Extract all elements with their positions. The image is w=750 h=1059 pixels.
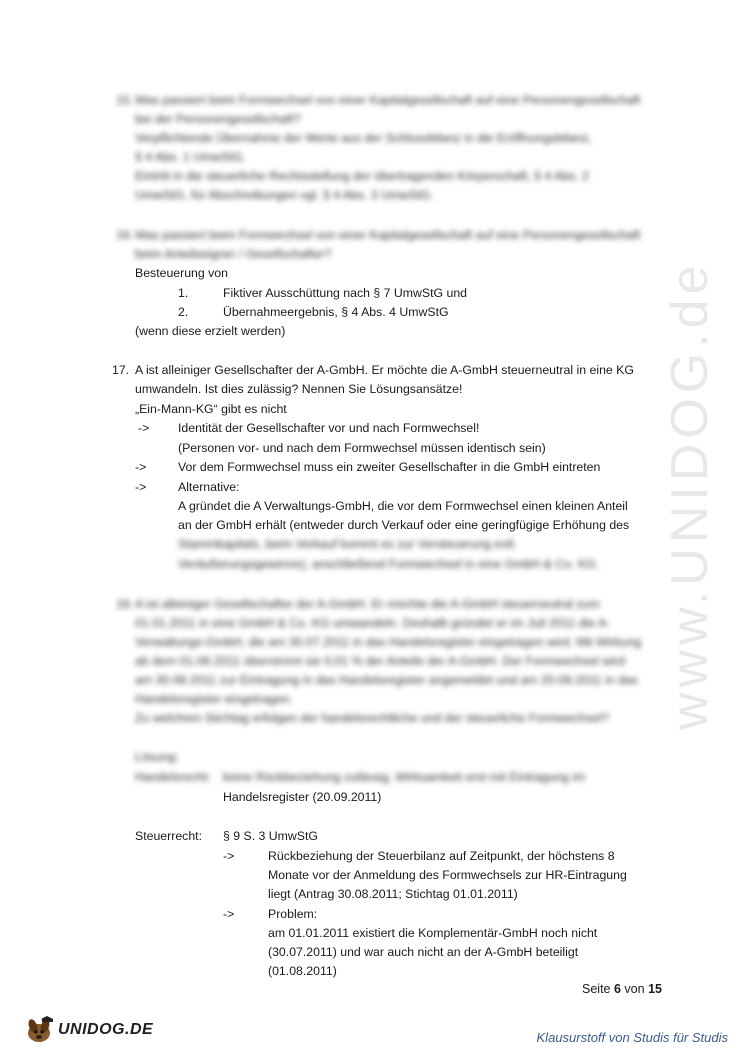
footer-tagline: Klausurstoff von Studis für Studis — [536, 1030, 728, 1045]
text-line: Verwaltungs-GmbH, die am 30.07.2011 in das Handelsregister eingetragen wird. Mit Wirkung — [135, 635, 642, 649]
point-text: A gründet die A Verwaltungs-GmbH, die vor dem Formwechsel einen kleinen Anteil — [178, 499, 628, 513]
question-number: 15. — [116, 93, 134, 107]
text-line: Handelsregister (20.09.2011) — [223, 790, 382, 804]
point-text: Monate vor der Anmeldung des Formwechsels zur HR-Eintragung — [268, 868, 627, 882]
question-text: umwandeln. Ist dies zulässig? Nennen Sie Lösungsansätze! — [135, 382, 463, 396]
page-total: 15 — [648, 982, 662, 996]
question-text: Was passiert beim Formwechsel von einer Kapitalgesellschaft auf eine Personengesellschaft — [135, 228, 641, 242]
text-line: bei der Personengesellschaft? — [135, 112, 301, 126]
page-number — [582, 982, 662, 996]
text-line: am 30.08.2011 zur Eintragung in das Handelsregister angemeldet und am 20.09.2011 in das — [135, 673, 638, 687]
answer-intro: Besteuerung von — [135, 266, 228, 280]
list-number: 1. — [178, 286, 189, 300]
text-line: § 4 Abs. 1 UmwStG. — [135, 150, 246, 164]
arrow-marker: -> — [223, 849, 235, 863]
point-text: Alternative: — [178, 480, 240, 494]
question-number: 16. — [116, 228, 134, 242]
text-line: Lösung: — [135, 750, 179, 764]
arrow-marker: -> — [223, 907, 235, 921]
tax-reference: § 9 S. 3 UmwStG — [223, 829, 318, 843]
text-line: Verpflichtende Übernahme der Werte aus der Schlussbilanz in die Eröffnungsbilanz, — [135, 131, 592, 145]
point-text: Rückbeziehung der Steuerbilanz auf Zeitpunkt, der höchstens 8 — [268, 849, 615, 863]
point-text: Problem: — [268, 907, 318, 921]
list-item: Übernahmeergebnis, § 4 Abs. 4 UmwStG — [223, 305, 449, 319]
list-number: 2. — [178, 305, 189, 319]
point-text: Stammkapitals, beim Verkauf kommt es zur Versteuerung evtl. — [178, 537, 517, 551]
question-text: A ist alleiniger Gesellschafter der A-GmbH. Er möchte die A-GmbH steuerneutral in eine KG — [135, 363, 634, 377]
text-line: Eintritt in die steuerliche Rechtsstellung der übertragenden Körperschaft, § 4 Abs. 2 — [135, 169, 589, 183]
text-line: A ist alleiniger Gesellschafter der A-GmbH. Er möchte die A-GmbH steuerneutral zum — [135, 597, 600, 611]
text-line: Handelsregister eingetragen. — [135, 692, 293, 706]
answer-text: „Ein-Mann-KG“ gibt es nicht — [135, 402, 287, 416]
point-text: (30.07.2011) und war auch nicht an der A-GmbH beteiligt — [268, 945, 579, 959]
answer-outro: (wenn diese erzielt werden) — [135, 324, 286, 338]
arrow-marker: -> — [138, 421, 150, 435]
point-text: Veräußerungsgewinne), anschließend Formwechsel in eine GmbH & Co. KG. — [178, 557, 600, 571]
point-text: Identität der Gesellschafter vor und nach Formwechsel! — [178, 421, 480, 435]
list-item: Fiktiver Ausschüttung nach § 7 UmwStG und — [223, 286, 468, 300]
arrow-marker: -> — [135, 460, 147, 474]
dog-icon — [22, 1015, 56, 1045]
unidog-logo[interactable] — [22, 1015, 153, 1045]
page-label: Seite — [582, 982, 611, 996]
text-line: ab dem 01.08.2011 übernimmt sie 0,01 % der Anteile der A-GmbH. Der Formwechsel wird — [135, 654, 625, 668]
point-text: am 01.01.2011 existiert die Komplementär-GmbH noch nicht — [268, 926, 598, 940]
logo-text: UNIDOG.DE — [58, 1021, 154, 1038]
page-of: von — [624, 982, 645, 996]
point-text: Vor dem Formwechsel muss ein zweiter Gesellschafter in die GmbH eintreten — [178, 460, 601, 474]
text-line: 01.01.2011 in eine GmbH & Co. KG umwandeln. Deshalb gründet er im Juli 2011 die A- — [135, 616, 611, 630]
question-number: 17. — [112, 363, 130, 377]
point-text: (01.08.2011) — [268, 964, 337, 978]
watermark: www.UNIDOG.de — [661, 260, 719, 730]
question-number: 18. — [116, 597, 134, 611]
point-text: an der GmbH erhält (entweder durch Verkauf oder eine geringfügige Erhöhung des — [178, 518, 630, 532]
page-current: 6 — [613, 982, 621, 996]
text-line: Was passiert beim Formwechsel von einer Kapitalgesellschaft auf eine Personengesellschaft — [135, 93, 641, 107]
point-text: (Personen vor- und nach dem Formwechsel müssen identisch sein) — [178, 441, 546, 455]
text-line: UmwStG, für Abschreibungen vgl. § 4 Abs. 3 UmwStG. — [135, 188, 434, 202]
tax-label: Steuerrecht: — [135, 829, 202, 843]
text-line: keine Rückbeziehung zulässig, Wirksamkeit erst mit Eintragung im — [223, 770, 586, 784]
text-line: Handelsrecht: — [135, 770, 211, 784]
text-line: Zu welchem Stichtag erfolgen der handelsrechtliche und der steuerliche Formwechsel? — [135, 711, 609, 725]
question-text: beim Anteilseigner / Gesellschafter? — [135, 247, 332, 261]
arrow-marker: -> — [135, 480, 147, 494]
point-text: liegt (Antrag 30.08.2011; Stichtag 01.01.2011) — [268, 887, 518, 901]
